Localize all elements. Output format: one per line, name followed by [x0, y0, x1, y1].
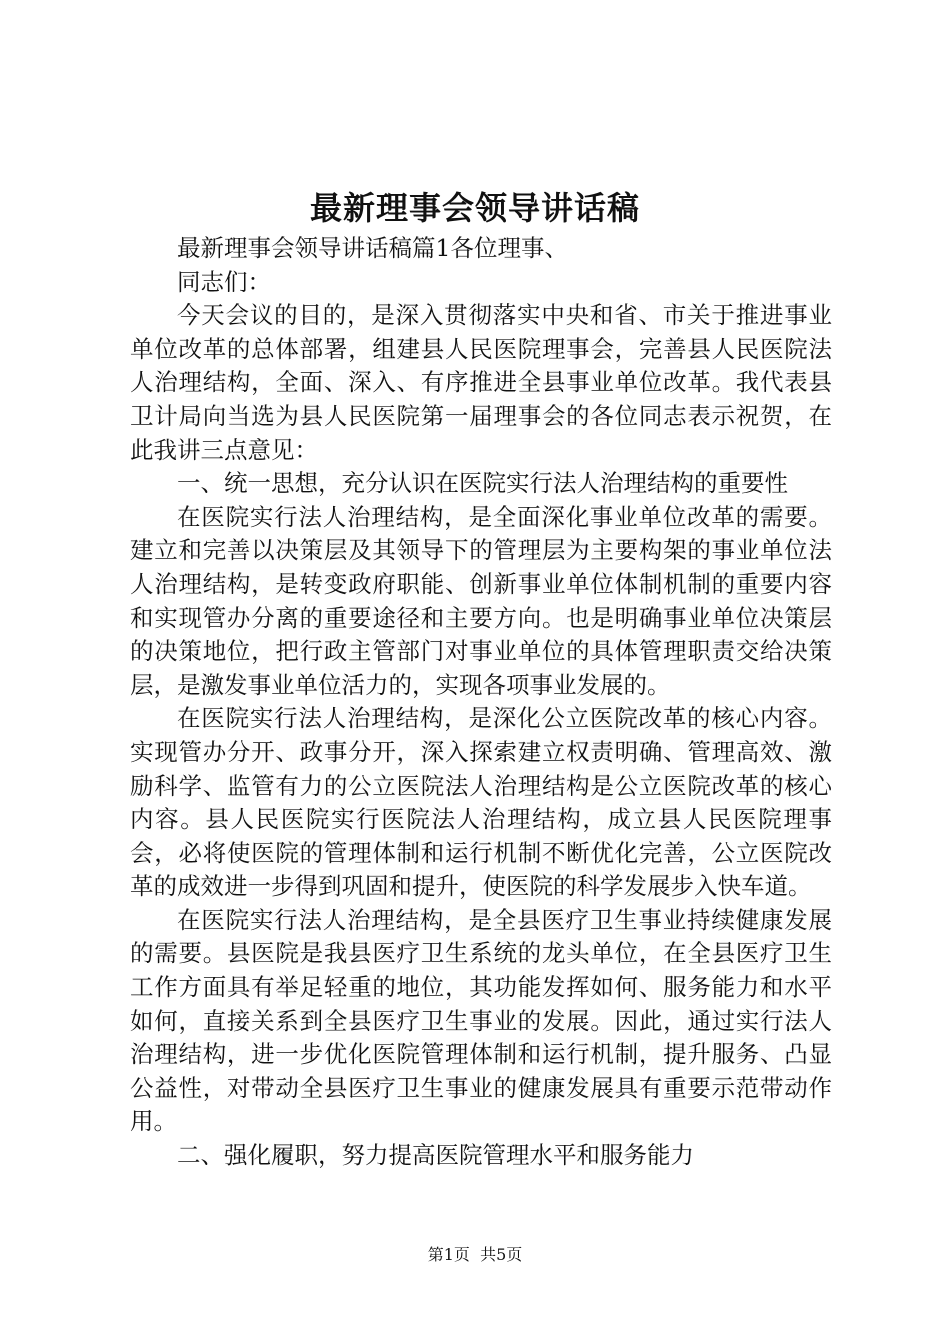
- page-number: 第1页: [427, 1245, 470, 1264]
- document-body: [130, 232, 832, 1173]
- document-title: 最新理事会领导讲话稿: [309, 189, 640, 227]
- paragraph-reform-need: 在医院实行法人治理结构，是全面深化事业单位改革的需要。建立和完善以决策层及其领导下的管理层为主要构架的事业单位法人治理结构，是转变政府职能、创新事业单位体制机制的重要内容和实现管办分离的重要途径和主要方向。也是明确事业单位决策层的决策地位，把行政主管部门对事业单位的具体管理职责交给决策层，是激发事业单位活力的，实现各项事业发展的。: [130, 502, 832, 699]
- section-heading-1: 一、统一思想，充分认识在医院实行法人治理结构的重要性: [177, 469, 788, 498]
- page-footer: [0, 1244, 950, 1266]
- paragraph-purpose: 今天会议的目的，是深入贯彻落实中央和省、市关于推进事业单位改革的总体部署，组建县人民医院理事会，完善县人民医院法人治理结构，全面、深入、有序推进全县事业单位改革。我代表县卫计局向当选为县人民医院第一届理事会的各位同志表示祝贺，在此我讲三点意见：: [130, 301, 832, 464]
- paragraph-county-health: 在医院实行法人治理结构，是全县医疗卫生事业持续健康发展的需要。县医院是我县医疗卫生系统的龙头单位，在全县医疗卫生工作方面具有举足轻重的地位，其功能发挥如何、服务能力和水平如何，直接关系到全县医疗卫生事业的发展。因此，通过实行法人治理结构，进一步优化医院管理体制和运行机制，提升服务、凸显公益性，对带动全县医疗卫生事业的健康发展具有重要示范带动作用。: [130, 905, 832, 1136]
- paragraph-hospital-core: 在医院实行法人治理结构，是深化公立医院改革的核心内容。实现管办分开、政事分开，深入探索建立权责明确、管理高效、激励科学、监管有力的公立医院法人治理结构是公立医院改革的核心内容。县人民医院实行医院法人治理结构，成立县人民医院理事会，必将使医院的管理体制和运行机制不断优化完善，公立医院改革的成效进一步得到巩固和提升，使医院的科学发展步入快车道。: [130, 704, 832, 901]
- paragraph-intro: 最新理事会领导讲话稿篇1各位理事、: [177, 234, 568, 262]
- section-heading-2: 二、强化履职，努力提高医院管理水平和服务能力: [177, 1141, 694, 1170]
- page-total: 共5页: [480, 1245, 523, 1264]
- paragraph-greeting: 同志们：: [177, 267, 271, 296]
